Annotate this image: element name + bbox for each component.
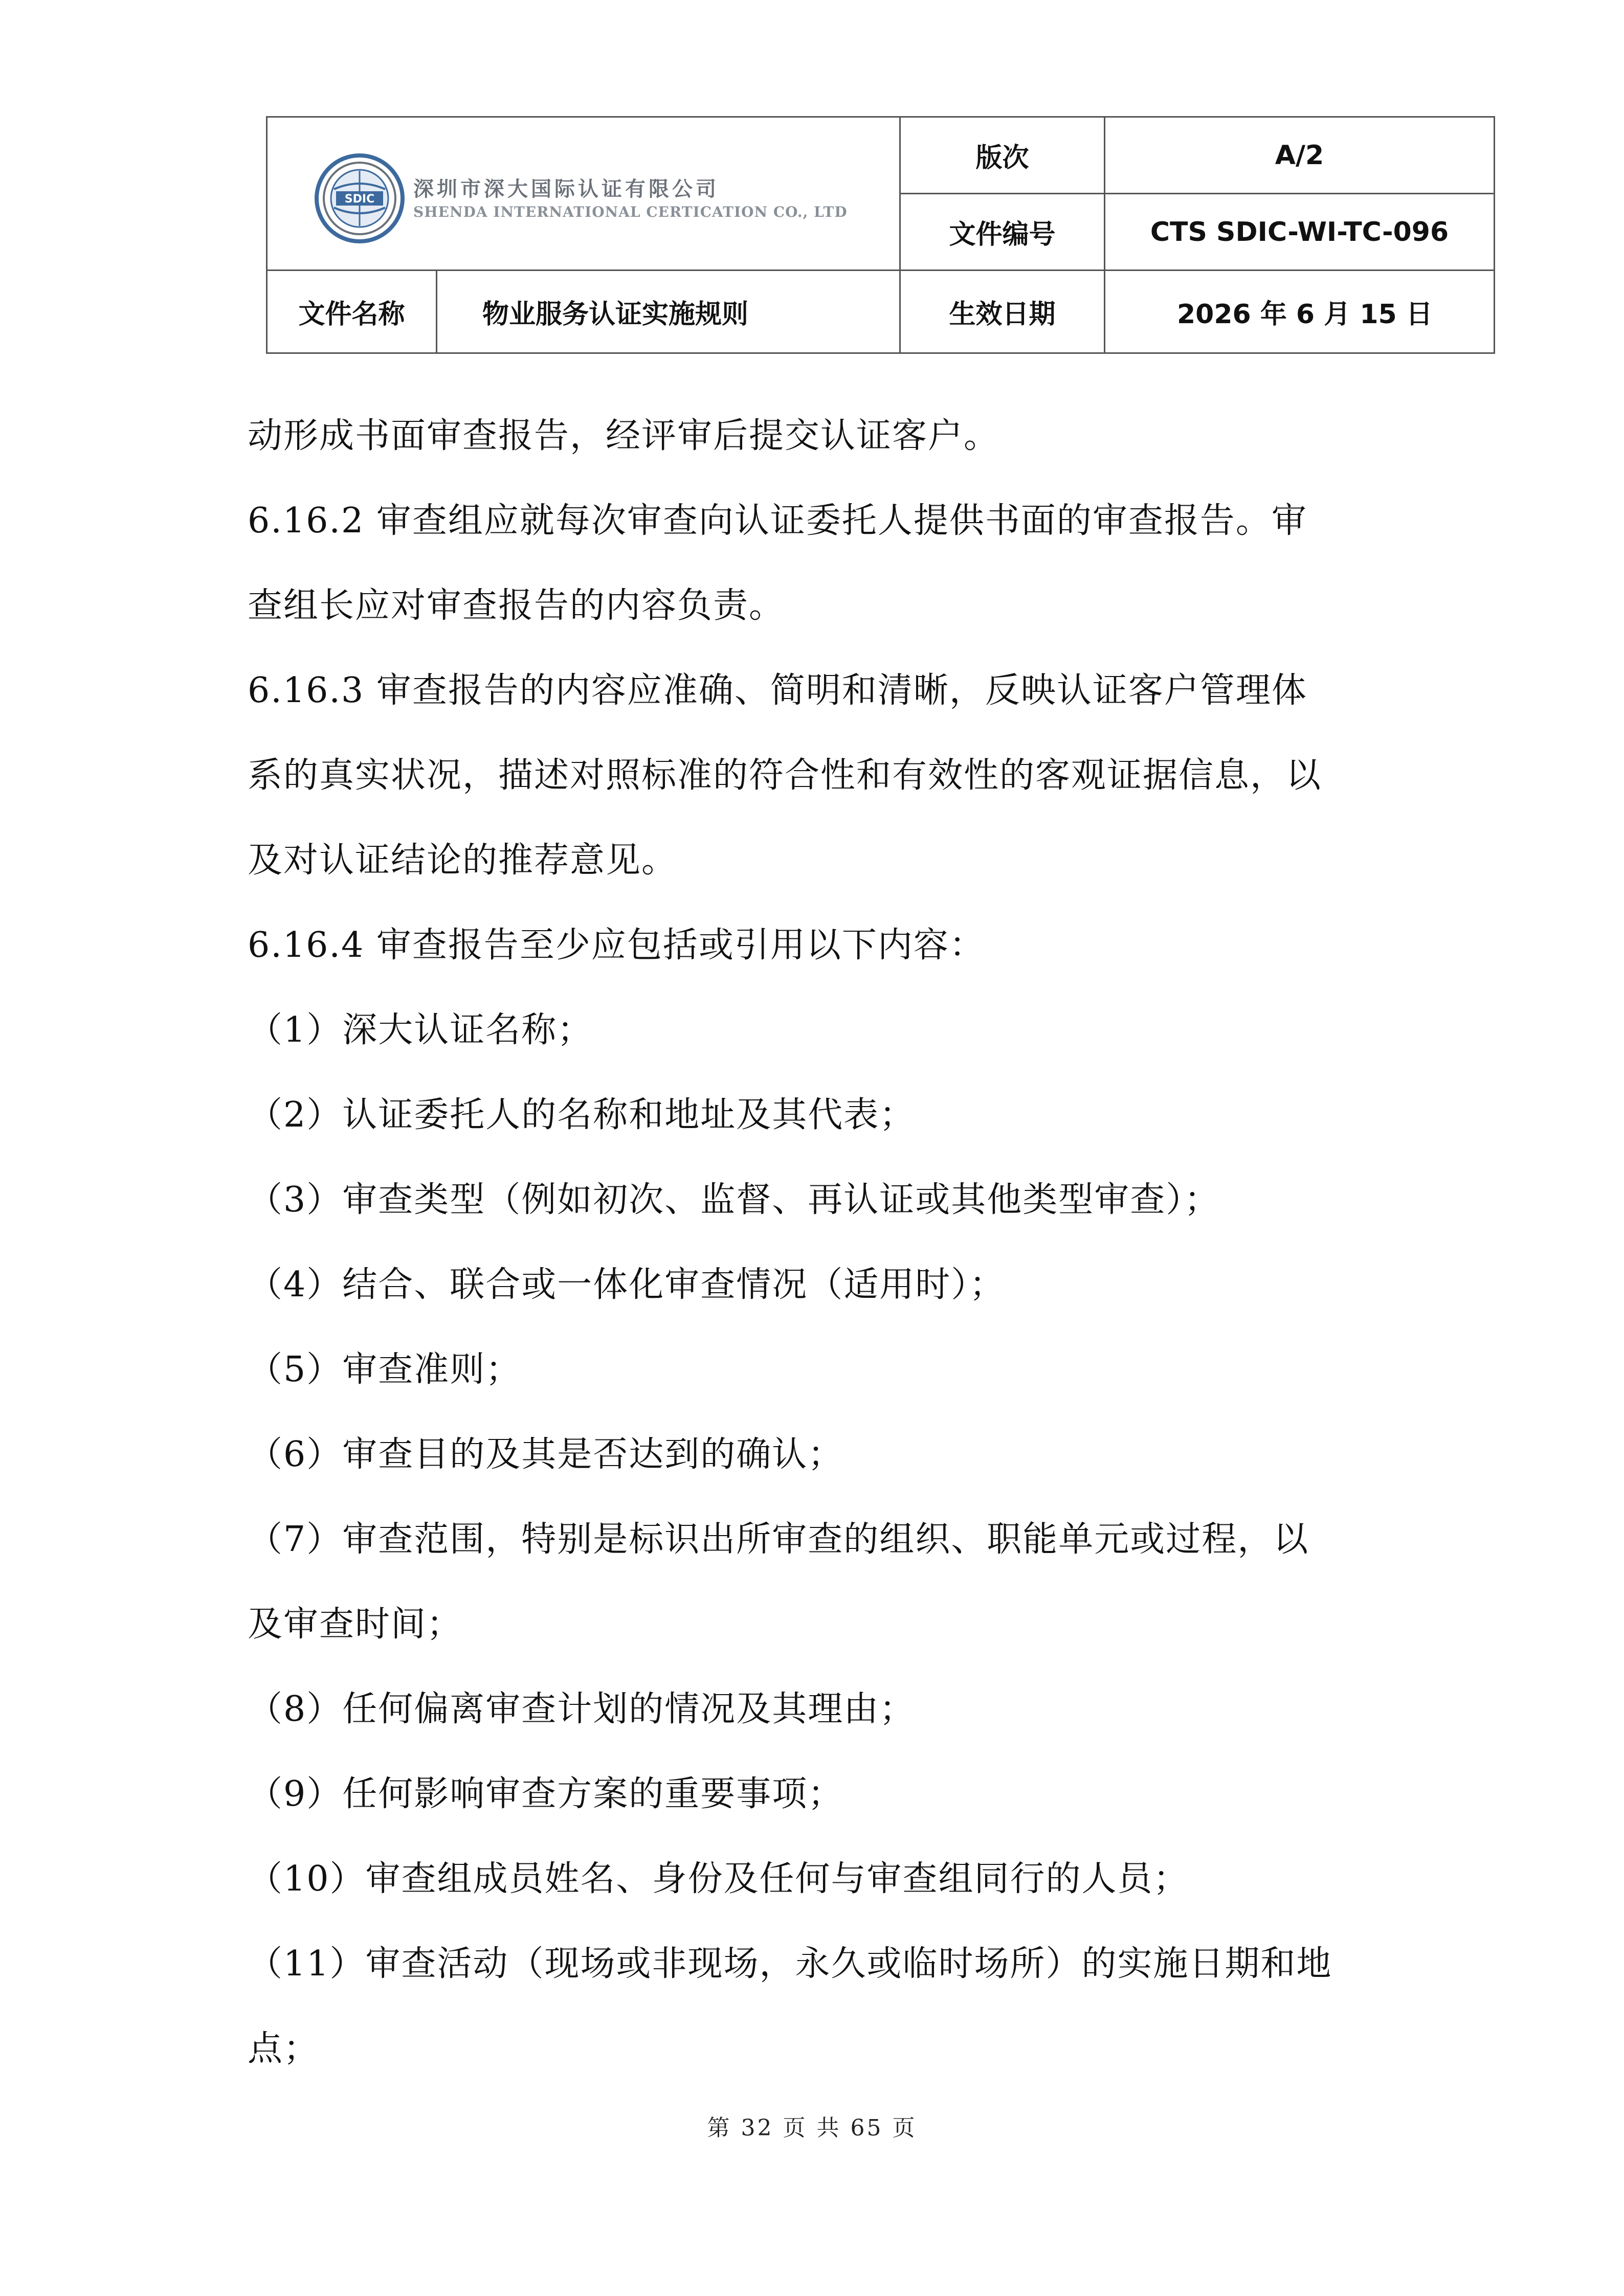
- body-line: 系的真实状况，描述对照标准的符合性和有效性的客观证据信息，以: [248, 755, 1322, 796]
- body-line: （1）深大认证名称；: [248, 1010, 593, 1050]
- body-line: （8）任何偏离审查计划的情况及其理由；: [248, 1689, 916, 1729]
- doc-name-value: 物业服务认证实施规则: [437, 271, 900, 353]
- body-line: （3）审查类型（例如初次、监督、再认证或其他类型审查）；: [248, 1180, 1220, 1220]
- body-line: 点；: [248, 2029, 320, 2069]
- version-label: 版次: [900, 117, 1105, 194]
- body-line: （11）审查活动（现场或非现场，永久或临时场所）的实施日期和地: [248, 1944, 1332, 1984]
- logo-badge-text: SDIC: [344, 193, 375, 206]
- effective-date-label: 生效日期: [900, 271, 1105, 353]
- body-line: （9）任何影响审查方案的重要事项；: [248, 1774, 844, 1814]
- body-line: （6）审查目的及其是否达到的确认；: [248, 1434, 844, 1475]
- body-line: 查组长应对审查报告的内容负责。: [248, 586, 785, 626]
- body-line: （7）审查范围，特别是标识出所审查的组织、职能单元或过程，以: [248, 1519, 1309, 1560]
- doc-number-label: 文件编号: [900, 194, 1105, 271]
- body-line: 6.16.2 审查组应就每次审查向认证委托人提供书面的审查报告。审: [248, 501, 1307, 541]
- effective-date-value: 2026 年 6 月 15 日: [1105, 271, 1495, 353]
- body-line: （4）结合、联合或一体化审查情况（适用时）；: [248, 1265, 1006, 1305]
- body-line: 及对认证结论的推荐意见。: [248, 840, 678, 881]
- company-name-cn: 深圳市深大国际认证有限公司: [413, 177, 719, 201]
- company-name-en: SHENDA INTERNATIONAL CERTICATION CO., LTD: [413, 204, 848, 220]
- body-line: 及审查时间；: [248, 1604, 463, 1645]
- sdic-seal-icon: [314, 152, 406, 244]
- version-value: A/2: [1105, 117, 1495, 194]
- body-line: 6.16.3 审查报告的内容应准确、简明和清晰，反映认证客户管理体: [248, 670, 1307, 711]
- doc-number-value: CTS SDIC-WI-TC-096: [1105, 194, 1495, 271]
- body-line: 6.16.4 审查报告至少应包括或引用以下内容：: [248, 925, 985, 965]
- doc-name-label: 文件名称: [267, 271, 437, 353]
- company-logo: [314, 152, 848, 255]
- page-number: 第 32 页 共 65 页: [707, 2115, 917, 2141]
- body-line: （10）审查组成员姓名、身份及任何与审查组同行的人员；: [248, 1859, 1189, 1899]
- document-body: [248, 394, 1393, 2091]
- company-logo-cell: [267, 117, 900, 271]
- body-line: （2）认证委托人的名称和地址及其代表；: [248, 1095, 916, 1135]
- body-line: （5）审查准则；: [248, 1349, 522, 1390]
- body-line: 动形成书面审查报告，经评审后提交认证客户。: [248, 416, 1000, 456]
- document-header-table: [266, 116, 1495, 354]
